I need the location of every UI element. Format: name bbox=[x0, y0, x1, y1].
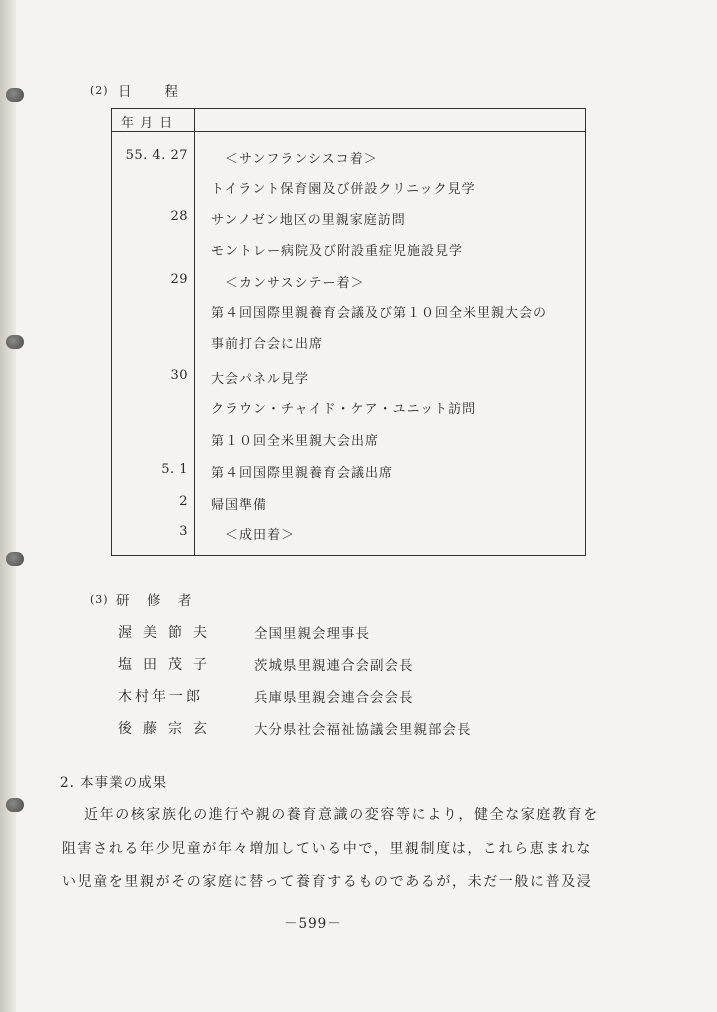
table-row bbox=[111, 462, 586, 482]
section-heading: 2. 本事業の成果 bbox=[60, 775, 168, 791]
binder-ring bbox=[6, 798, 24, 812]
table-row bbox=[111, 209, 586, 229]
row-date: 29 bbox=[170, 272, 188, 287]
page-number: －599－ bbox=[284, 916, 342, 932]
row-event: 事前打合会に出席 bbox=[211, 337, 324, 352]
table-row bbox=[111, 494, 586, 514]
table-row bbox=[111, 272, 586, 292]
row-event: 第４回国際里親養育会議及び第１０回全米里親大会の bbox=[211, 306, 548, 321]
trainee-name: 塩田茂子 bbox=[118, 657, 218, 673]
binder-ring bbox=[6, 552, 24, 566]
row-date: 2 bbox=[179, 494, 188, 509]
row-event: 第１０回全米里親大会出席 bbox=[211, 434, 380, 449]
trainee-name: 渥美節夫 bbox=[118, 625, 218, 641]
row-event: ＜カンサスシテー着＞ bbox=[225, 276, 365, 291]
trainee-title: 全国里親会理事長 bbox=[254, 626, 370, 642]
row-event: モントレー病院及び附設重症児施設見学 bbox=[211, 244, 464, 259]
table-header-divider bbox=[111, 131, 586, 132]
table-row bbox=[111, 148, 586, 168]
paragraph-line: 近年の核家族化の進行や親の養育意識の変容等により，健全な家庭教育を bbox=[84, 807, 599, 823]
table-row bbox=[111, 368, 586, 388]
schedule-number: (2) bbox=[90, 84, 109, 97]
trainee-title: 兵庫県里親会連合会会長 bbox=[254, 690, 414, 706]
binder-ring bbox=[6, 335, 24, 349]
table-row bbox=[111, 240, 586, 260]
table-row bbox=[111, 398, 586, 418]
table-column-divider bbox=[194, 108, 195, 556]
trainee-item bbox=[118, 654, 538, 674]
paragraph-line: 阻害される年少児童が年々増加している中で，里親制度は，これら恵まれな bbox=[62, 841, 593, 857]
trainee-title: 大分県社会福祉協議会里親部会長 bbox=[254, 722, 472, 738]
trainee-name: 木村年一郎 bbox=[118, 689, 203, 705]
row-date: 3 bbox=[179, 524, 188, 539]
binder-ring bbox=[6, 88, 24, 102]
paragraph-line: い児童を里親がその家庭に替って養育するものであるが，未だ一般に普及浸 bbox=[62, 874, 593, 890]
row-date: 5. 1 bbox=[161, 462, 188, 477]
row-event: サンノゼン地区の里親家庭訪問 bbox=[211, 213, 406, 228]
row-event: 帰国準備 bbox=[211, 498, 268, 513]
table-row bbox=[111, 430, 586, 450]
table-header-date: 年 月 日 bbox=[121, 116, 174, 131]
schedule-heading: 日 程 bbox=[118, 84, 180, 100]
row-date: 55. 4. 27 bbox=[125, 148, 188, 163]
table-row bbox=[111, 302, 586, 322]
trainees-heading: 研 修 者 bbox=[116, 593, 194, 609]
row-event: 大会パネル見学 bbox=[211, 372, 310, 387]
trainee-name: 後藤宗玄 bbox=[118, 721, 218, 737]
row-date: 28 bbox=[170, 209, 188, 224]
binding-shadow bbox=[0, 0, 16, 1012]
trainee-title: 茨城県里親連合会副会長 bbox=[254, 658, 414, 674]
row-event: ＜サンフランシスコ着＞ bbox=[225, 152, 378, 167]
table-row bbox=[111, 524, 586, 544]
trainee-item bbox=[118, 718, 538, 738]
trainee-item bbox=[118, 622, 538, 642]
trainee-item bbox=[118, 686, 538, 706]
trainees-number: (3) bbox=[90, 593, 109, 606]
schedule-table bbox=[111, 108, 586, 556]
row-event: 第４回国際里親養育会議出席 bbox=[211, 466, 394, 481]
table-row bbox=[111, 178, 586, 198]
row-event: ＜成田着＞ bbox=[225, 528, 296, 543]
row-event: トイラント保育園及び併設クリニック見学 bbox=[211, 182, 476, 197]
row-date: 30 bbox=[170, 368, 188, 383]
table-row bbox=[111, 333, 586, 353]
row-event: クラウン・チャイド・ケア・ユニット訪問 bbox=[211, 402, 477, 417]
